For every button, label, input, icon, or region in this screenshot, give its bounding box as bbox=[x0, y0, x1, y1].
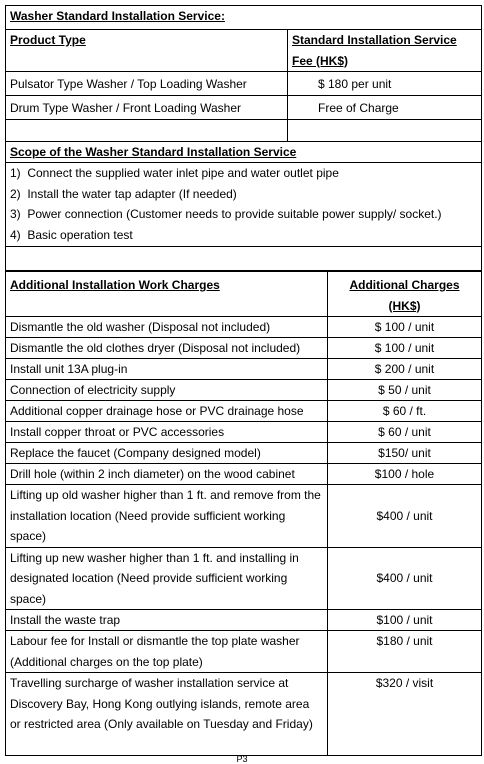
table-row bbox=[6, 380, 482, 401]
table-row bbox=[6, 96, 482, 120]
work-cell: Labour fee for Install or dismantle the top plate washer (Additional charges on the top plate) bbox=[6, 631, 328, 673]
work-cell: Dismantle the old clothes dryer (Disposal not included) bbox=[6, 338, 328, 359]
table-row bbox=[6, 673, 482, 756]
list-text: Power connection (Customer needs to provide suitable power supply/ socket.) bbox=[27, 207, 442, 221]
table-row bbox=[6, 338, 482, 359]
list-number: 4) bbox=[10, 227, 21, 242]
work-cell: Drill hole (within 2 inch diameter) on the wood cabinet bbox=[6, 464, 328, 485]
charge-cell: $100 / unit bbox=[328, 610, 482, 631]
list-item bbox=[10, 225, 477, 246]
charge-cell: $150/ unit bbox=[328, 443, 482, 464]
table-row bbox=[6, 631, 482, 673]
list-item bbox=[10, 184, 477, 205]
table-row bbox=[6, 610, 482, 631]
work-cell: Dismantle the old washer (Disposal not included) bbox=[6, 317, 328, 338]
list-item bbox=[10, 163, 477, 184]
work-cell: Connection of electricity supply bbox=[6, 380, 328, 401]
product-type-header: Product Type bbox=[6, 30, 288, 72]
list-number: 3) bbox=[10, 207, 21, 221]
charge-cell: $ 200 / unit bbox=[328, 359, 482, 380]
list-number: 2) bbox=[10, 186, 21, 201]
charge-cell: $400 / unit bbox=[328, 485, 482, 548]
work-cell: Install copper throat or PVC accessories bbox=[6, 422, 328, 443]
work-cell: Travelling surcharge of washer installation service at Discovery Bay, Hong Kong outlying islands, remote area or restricted area (Only available on Tuesday and Friday) bbox=[6, 673, 328, 756]
table-row bbox=[6, 464, 482, 485]
charge-cell: $320 / visit bbox=[328, 673, 482, 756]
product-cell: Drum Type Washer / Front Loading Washer bbox=[6, 96, 288, 120]
table-row bbox=[6, 547, 482, 610]
work-cell: Install unit 13A plug-in bbox=[6, 359, 328, 380]
table-row bbox=[6, 443, 482, 464]
standard-installation-table bbox=[5, 5, 482, 272]
work-cell: Additional copper drainage hose or PVC drainage hose bbox=[6, 401, 328, 422]
list-number: 1) bbox=[10, 166, 21, 180]
additional-work-header: Additional Installation Work Charges bbox=[6, 271, 328, 317]
table-row bbox=[6, 422, 482, 443]
scope-title: Scope of the Washer Standard Installation Service bbox=[6, 142, 482, 163]
page-number: P3 bbox=[236, 754, 248, 764]
list-text: Install the water tap adapter (If needed) bbox=[27, 186, 237, 201]
empty-cell bbox=[6, 120, 288, 142]
charge-cell: $ 60 / unit bbox=[328, 422, 482, 443]
charge-cell: $ 100 / unit bbox=[328, 338, 482, 359]
work-cell: Install the waste trap bbox=[6, 610, 328, 631]
additional-charges-header: Additional Charges (HK$) bbox=[328, 271, 482, 317]
work-cell: Replace the faucet (Company designed model) bbox=[6, 443, 328, 464]
empty-cell bbox=[288, 120, 482, 142]
scope-list bbox=[10, 163, 477, 245]
table-row bbox=[6, 317, 482, 338]
work-cell: Lifting up old washer higher than 1 ft. and remove from the installation location (Need provide sufficient working space) bbox=[6, 485, 328, 548]
scope-list-cell bbox=[6, 163, 482, 247]
charge-cell: $180 / unit bbox=[328, 631, 482, 673]
fee-cell: Free of Charge bbox=[288, 96, 482, 120]
empty-cell bbox=[6, 247, 482, 272]
section-title: Washer Standard Installation Service: bbox=[6, 6, 482, 30]
table-row bbox=[6, 359, 482, 380]
charge-cell: $ 50 / unit bbox=[328, 380, 482, 401]
table-row bbox=[6, 485, 482, 548]
charge-cell: $ 60 / ft. bbox=[328, 401, 482, 422]
list-text: Connect the supplied water inlet pipe and water outlet pipe bbox=[27, 166, 339, 180]
fee-header: Standard Installation Service Fee (HK$) bbox=[288, 30, 482, 72]
list-text: Basic operation test bbox=[27, 227, 133, 242]
table-row bbox=[6, 401, 482, 422]
table-row bbox=[6, 72, 482, 96]
product-cell: Pulsator Type Washer / Top Loading Washer bbox=[6, 72, 288, 96]
charge-cell: $ 100 / unit bbox=[328, 317, 482, 338]
charge-cell: $100 / hole bbox=[328, 464, 482, 485]
charge-cell: $400 / unit bbox=[328, 547, 482, 610]
additional-charges-table bbox=[5, 270, 482, 756]
work-cell: Lifting up new washer higher than 1 ft. and installing in designated location (Need provide sufficient working space) bbox=[6, 547, 328, 610]
fee-cell: $ 180 per unit bbox=[288, 72, 482, 96]
list-item bbox=[10, 204, 477, 225]
